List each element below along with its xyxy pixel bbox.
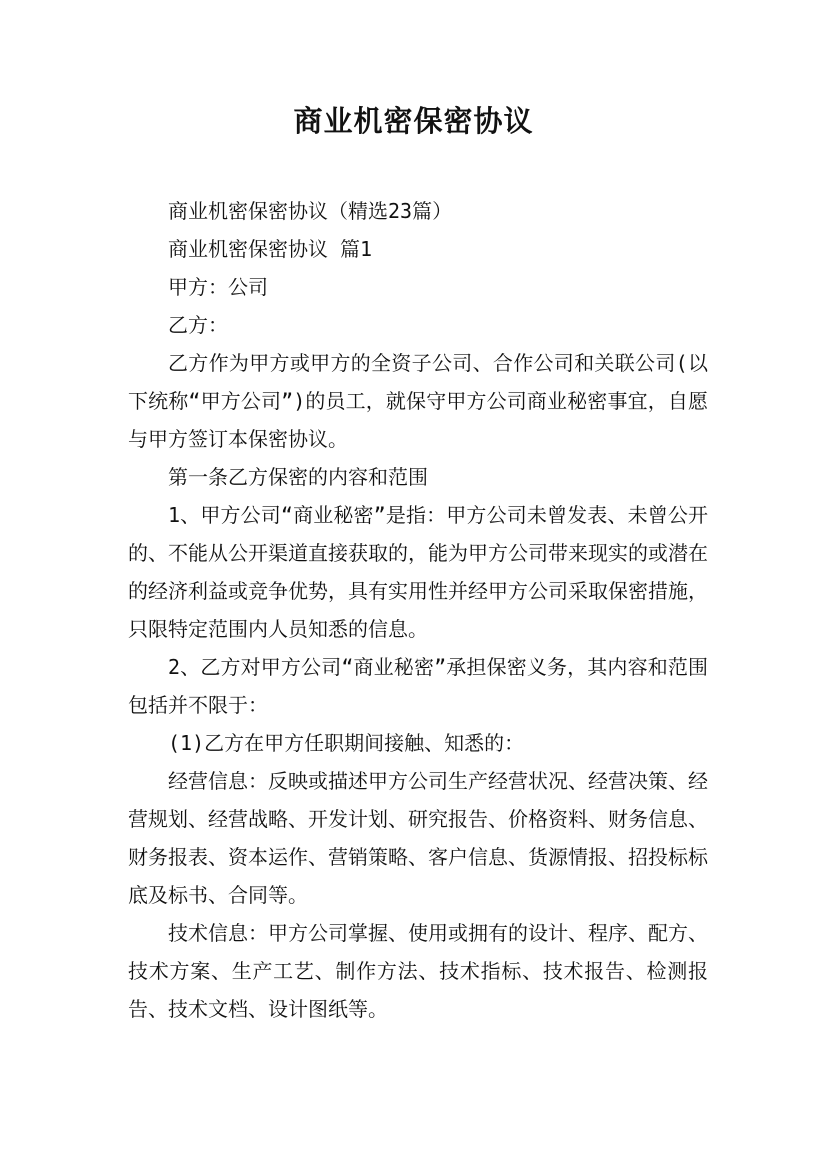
paragraph-article-one-heading: 第一条乙方保密的内容和范围 xyxy=(168,465,428,489)
paragraph-clause-1: 1、甲方公司“商业秘密”是指：甲方公司未曾发表、未曾公开的、不能从公开渠道直接获取的，能为甲方公司带来现实的或潜在的经济利益或竞争优势，具有实用性并经甲方公司采取保密措施，只限特定范围内人员知悉的信息。 xyxy=(128,503,708,641)
paragraph-technical-info: 技术信息：甲方公司掌握、使用或拥有的设计、程序、配方、技术方案、生产工艺、制作方法、技术指标、技术报告、检测报告、技术文档、设计图纸等。 xyxy=(128,921,708,1021)
paragraph-clause-2-1: (1)乙方在甲方任职期间接触、知悉的： xyxy=(168,731,525,755)
paragraph-party-b: 乙方： xyxy=(168,313,228,337)
paragraph-section-heading: 商业机密保密协议 篇1 xyxy=(168,237,373,261)
paragraph-preamble: 乙方作为甲方或甲方的全资子公司、合作公司和关联公司(以下统称“甲方公司”)的员工，就保守甲方公司商业秘密事宜，自愿与甲方签订本保密协议。 xyxy=(128,351,708,451)
paragraph-business-info: 经营信息：反映或描述甲方公司生产经营状况、经营决策、经营规划、经营战略、开发计划、研究报告、价格资料、财务信息、财务报表、资本运作、营销策略、客户信息、货源情报、招投标标底及标书、合同等。 xyxy=(128,769,708,907)
paragraph-subtitle: 商业机密保密协议（精选23篇） xyxy=(168,199,453,223)
document-title: 商业机密保密协议 xyxy=(293,104,534,138)
paragraph-party-a: 甲方：公司 xyxy=(168,275,268,299)
document-body xyxy=(128,192,708,1028)
paragraph-clause-2: 2、乙方对甲方公司“商业秘密”承担保密义务，其内容和范围包括并不限于： xyxy=(128,655,708,717)
